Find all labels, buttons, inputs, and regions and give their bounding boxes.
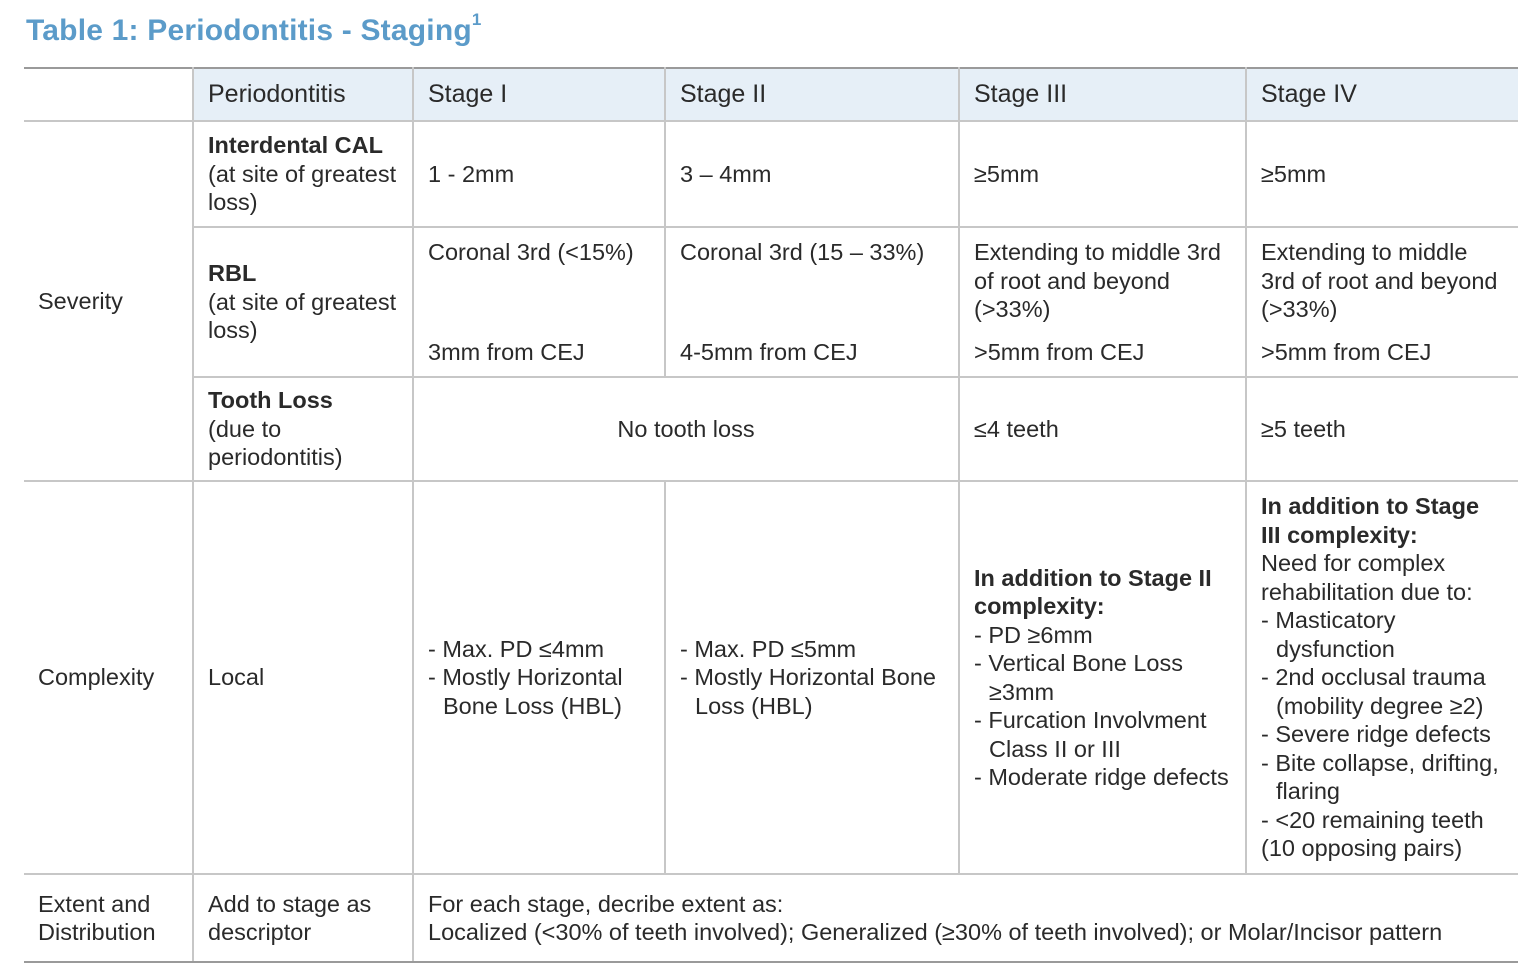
tooth-loss-label-cell xyxy=(193,377,413,481)
list-item: - Masticatory dysfunction xyxy=(1261,607,1396,662)
complexity-stage-2 xyxy=(665,481,959,874)
row-interdental-cal xyxy=(24,121,1518,227)
header-stage-4: Stage IV xyxy=(1246,68,1518,121)
header-stage-1: Stage I xyxy=(413,68,665,121)
list-item: - Mostly Horizontal Bone Loss (HBL) xyxy=(428,664,623,719)
rbl-stage-4 xyxy=(1246,227,1518,377)
row-tooth-loss xyxy=(24,377,1518,481)
complexity-stage-1-list xyxy=(428,635,650,721)
extent-line-2: Localized (<30% of teeth involved); Generalized (≥30% of teeth involved); or Molar/Incisor pattern xyxy=(428,919,1443,945)
header-periodontitis: Periodontitis xyxy=(193,68,413,121)
header-blank xyxy=(24,68,193,121)
complexity-stage-4-list xyxy=(1261,606,1504,834)
complexity-local: Local xyxy=(193,481,413,874)
list-item: - Bite collapse, drifting, flaring xyxy=(1261,749,1499,805)
cal-label: Interdental CAL xyxy=(208,132,383,159)
header-row xyxy=(24,68,1518,121)
rbl-stage-2-bottom: 4-5mm from CEJ xyxy=(680,338,858,365)
complexity-stage-3 xyxy=(959,481,1246,874)
extent-description xyxy=(413,874,1518,962)
rbl-stage-4-bottom: >5mm from CEJ xyxy=(1261,338,1432,365)
complexity-stage-3-list xyxy=(974,621,1231,792)
complexity-stage-4-tail: (10 opposing pairs) xyxy=(1261,835,1463,862)
list-item: - PD ≥6mm xyxy=(974,621,1093,648)
rbl-stage-2-top: Coronal 3rd (15 – 33%) xyxy=(680,239,925,265)
tooth-loss-stage-1-2: No tooth loss xyxy=(413,377,959,481)
rbl-stage-3 xyxy=(959,227,1246,377)
tooth-loss-stage-4: ≥5 teeth xyxy=(1246,377,1518,481)
rbl-stage-1-top: Coronal 3rd (<15%) xyxy=(428,239,634,265)
list-item: - Vertical Bone Loss ≥3mm xyxy=(974,650,1183,705)
rbl-stage-3-top: Extending to middle 3rd of root and beyond (>33%) xyxy=(974,239,1221,322)
cal-stage-2: 3 – 4mm xyxy=(665,121,959,227)
header-stage-3: Stage III xyxy=(959,68,1246,121)
list-item: - Severe ridge defects xyxy=(1261,721,1491,748)
complexity-label: Complexity xyxy=(24,481,193,874)
cal-stage-4: ≥5mm xyxy=(1246,121,1518,227)
rbl-stage-1 xyxy=(413,227,665,377)
rbl-stage-2 xyxy=(665,227,959,377)
severity-label: Severity xyxy=(24,121,193,481)
staging-table xyxy=(24,67,1518,963)
extent-label: Extent and Distribution xyxy=(24,874,193,962)
list-item: - Mostly Horizontal Bone Loss (HBL) xyxy=(680,664,936,719)
footnote-marker: 1 xyxy=(471,10,482,29)
list-item: - <20 remaining teeth xyxy=(1261,806,1484,833)
list-item: - Max. PD ≤5mm xyxy=(680,635,857,662)
rbl-stage-1-bottom: 3mm from CEJ xyxy=(428,338,585,365)
tooth-loss-stage-3: ≤4 teeth xyxy=(959,377,1246,481)
row-extent xyxy=(24,874,1518,962)
extent-line-1: For each stage, decribe extent as: xyxy=(428,890,784,917)
cal-label-cell xyxy=(193,121,413,227)
cal-sub: (at site of greatest loss) xyxy=(208,160,397,216)
list-item: - 2nd occlusal trauma (mobility degree ≥2) xyxy=(1261,664,1486,719)
list-item: - Max. PD ≤4mm xyxy=(428,635,605,662)
rbl-label: RBL xyxy=(208,260,257,287)
complexity-stage-4 xyxy=(1246,481,1518,874)
table-title: Table 1: Periodontitis - Staging$^1$ xyxy=(26,10,482,47)
tooth-loss-sub: (due to periodontitis) xyxy=(208,415,343,471)
cal-stage-3: ≥5mm xyxy=(959,121,1246,227)
extent-descriptor: Add to stage as descriptor xyxy=(193,874,413,962)
complexity-stage-4-intro: Need for complex rehabilitation due to: xyxy=(1261,550,1473,605)
row-rbl xyxy=(24,227,1518,377)
list-item: - Furcation Involvment Class II or III xyxy=(974,707,1207,762)
list-item: - Moderate ridge defects xyxy=(974,764,1229,790)
complexity-stage-3-header: In addition to Stage II complexity: xyxy=(974,564,1212,619)
complexity-stage-2-list xyxy=(680,635,944,721)
header-stage-2: Stage II xyxy=(665,68,959,121)
row-complexity xyxy=(24,481,1518,874)
rbl-stage-3-bottom: >5mm from CEJ xyxy=(974,338,1145,365)
rbl-stage-4-top: Extending to middle 3rd of root and beyond (>33%) xyxy=(1261,239,1498,322)
tooth-loss-label: Tooth Loss xyxy=(208,387,333,414)
cal-stage-1: 1 - 2mm xyxy=(413,121,665,227)
rbl-label-cell xyxy=(193,227,413,377)
complexity-stage-4-header: In addition to Stage III complexity: xyxy=(1261,493,1480,548)
rbl-sub: (at site of greatest loss) xyxy=(208,288,397,344)
complexity-stage-1 xyxy=(413,481,665,874)
